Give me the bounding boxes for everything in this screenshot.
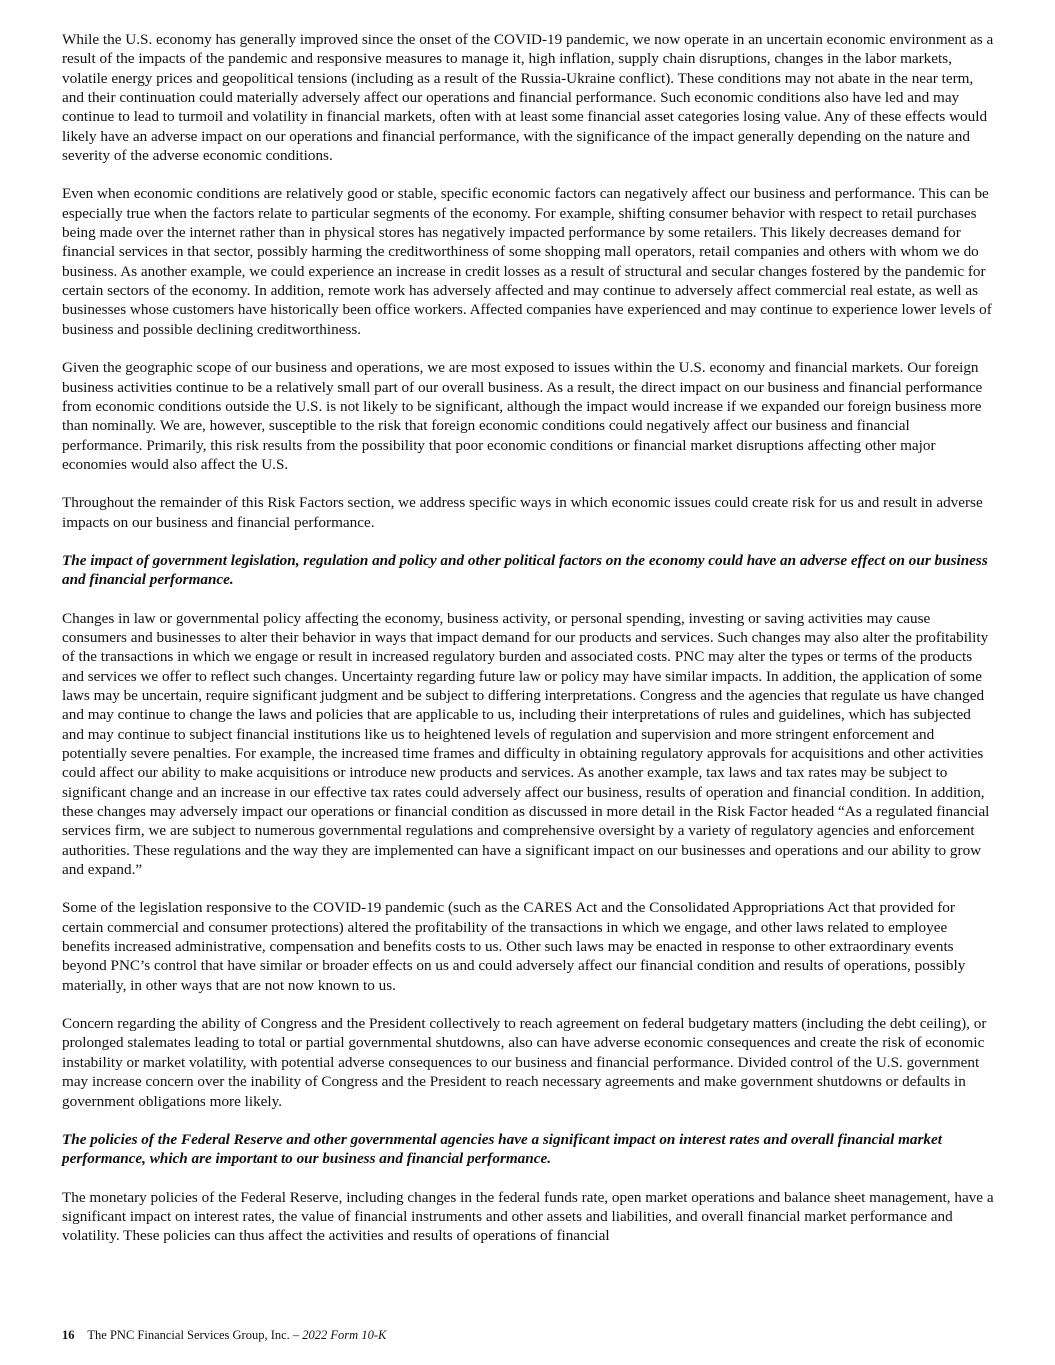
paragraph: The monetary policies of the Federal Reserve, including changes in the federal funds rate, open market operations and balance sheet management, have a significant impact on interest rates, the value of financial instruments and other assets and liabilities, and overall financial market performance and volatility. These policies can thus affect the activities and results of operations of financial xyxy=(62,1188,994,1245)
page-footer xyxy=(62,1327,386,1343)
section-heading-government-legislation: The impact of government legislation, regulation and policy and other political factors on the economy could have an adverse effect on our business and financial performance. xyxy=(62,551,988,589)
paragraph: Concern regarding the ability of Congress and the President collectively to reach agreement on federal budgetary matters (including the debt ceiling), or prolonged stalemates leading to total or partial governmental shutdowns, also can have adverse economic consequences and create the risk of economic instability or market volatility, with potential adverse consequences to our business and financial performance. Divided control of the U.S. government may increase concern over the inability of Congress and the President to reach necessary agreements and make government shutdowns or defaults in government obligations more likely. xyxy=(62,1015,987,1110)
footer-form-label: 2022 Form 10-K xyxy=(302,1328,387,1342)
page-number: 16 xyxy=(62,1328,75,1342)
paragraph: Given the geographic scope of our business and operations, we are most exposed to issues within the U.S. economy and financial markets. Our foreign business activities continue to be a relatively small part of our overall business. As a result, the direct impact on our business and financial performance from economic conditions outside the U.S. is not likely to be significant, although the impact would increase if we expanded our foreign business more than nominally. We are, however, susceptible to the risk that foreign economic conditions could negatively affect our business and financial performance. Primarily, this risk results from the possibility that poor economic conditions or financial market disruptions affecting other major economies would also affect the U.S. xyxy=(62,359,983,473)
document-body xyxy=(62,30,994,1265)
paragraph: Changes in law or governmental policy affecting the economy, business activity, or personal spending, investing or saving activities may cause consumers and businesses to alter their behavior in ways that impact demand for our products and services. Such changes may also alter the profitability of the transactions in which we engage or result in increased regulatory burden and associated costs. PNC may alter the types or terms of the products and services we offer to reflect such changes. Uncertainty regarding future law or policy may have similar impacts. In addition, the application of some laws may be uncertain, require significant judgment and be subject to differing interpretations. Congress and the agencies that regulate us have changed and may continue to change the laws and policies that are applicable to us, including their interpretations of rules and guidelines, which has subjected and may continue to subject financial institutions like us to heightened levels of regulation and supervision and more stringent enforcement and potentially severe penalties. For example, the increased time frames and difficulty in obtaining regulatory approvals for acquisitions and other activities could affect our ability to make acquisitions or introduce new products and services. As another example, tax laws and tax rates may be subject to significant change and an increase in our effective tax rates could adversely affect our business, results of operation and financial condition. In addition, these changes may adversely impact our operations or financial condition as discussed in more detail in the Risk Factor headed “As a regulated financial services firm, we are subject to numerous governmental regulations and comprehensive oversight by a variety of regulatory agencies and enforcement authorities. These regulations and the way they are implemented can have a significant impact on our businesses and operations and our ability to grow and expand.” xyxy=(62,609,990,879)
paragraph: Some of the legislation responsive to the COVID-19 pandemic (such as the CARES Act and the Consolidated Appropriations Act that provided for certain commercial and consumer protections) altered the profitability of the transactions in which we engage, and other laws related to employee benefits increased administrative, compensation and benefits costs to us. Other such laws may be enacted in response to other extraordinary events beyond PNC’s control that have similar or broader effects on us and could adversely affect our financial condition and results of operations, possibly materially, in other ways that are not now known to us. xyxy=(62,899,966,994)
paragraph: While the U.S. economy has generally improved since the onset of the COVID-19 pandemic, we now operate in an uncertain economic environment as a result of the impacts of the pandemic and responsive measures to manage it, high inflation, supply chain disruptions, changes in the labor markets, volatile energy prices and geopolitical tensions (including as a result of the Russia-Ukraine conflict). These conditions may not abate in the near term, and their continuation could materially adversely affect our operations and financial performance. Such economic conditions also have led and may continue to lead to turmoil and volatility in financial markets, often with at least some financial asset categories losing value. Any of these effects would likely have an adverse impact on our operations and financial performance, with the significance of the impact generally depending on the nature and severity of the adverse economic conditions. xyxy=(62,31,994,165)
paragraph: Even when economic conditions are relatively good or stable, specific economic factors can negatively affect our business and performance. This can be especially true when the factors relate to particular segments of the economy. For example, shifting consumer behavior with respect to retail purchases being made over the internet rather than in physical stores has negatively impacted performance by some retailers. This likely decreases demand for financial services in that sector, possibly harming the creditworthiness of some shopping mall operators, retail companies and others with whom we do business. As another example, we could experience an increase in credit losses as a result of structural and secular changes fostered by the pandemic for certain sectors of the economy. In addition, remote work has adversely affected and may continue to adversely affect commercial real estate, as well as businesses whose customers have historically been office workers. Affected companies have experienced and may continue to experience lower levels of business and possible declining creditworthiness. xyxy=(62,185,992,338)
footer-company-name: The PNC Financial Services Group, Inc. – xyxy=(87,1328,300,1342)
section-heading-federal-reserve-policies: The policies of the Federal Reserve and other governmental agencies have a significant impact on interest rates and overall financial market performance, which are important to our business and financial performance. xyxy=(62,1130,942,1168)
paragraph: Throughout the remainder of this Risk Factors section, we address specific ways in which economic issues could create risk for us and result in adverse impacts on our business and financial performance. xyxy=(62,494,983,531)
